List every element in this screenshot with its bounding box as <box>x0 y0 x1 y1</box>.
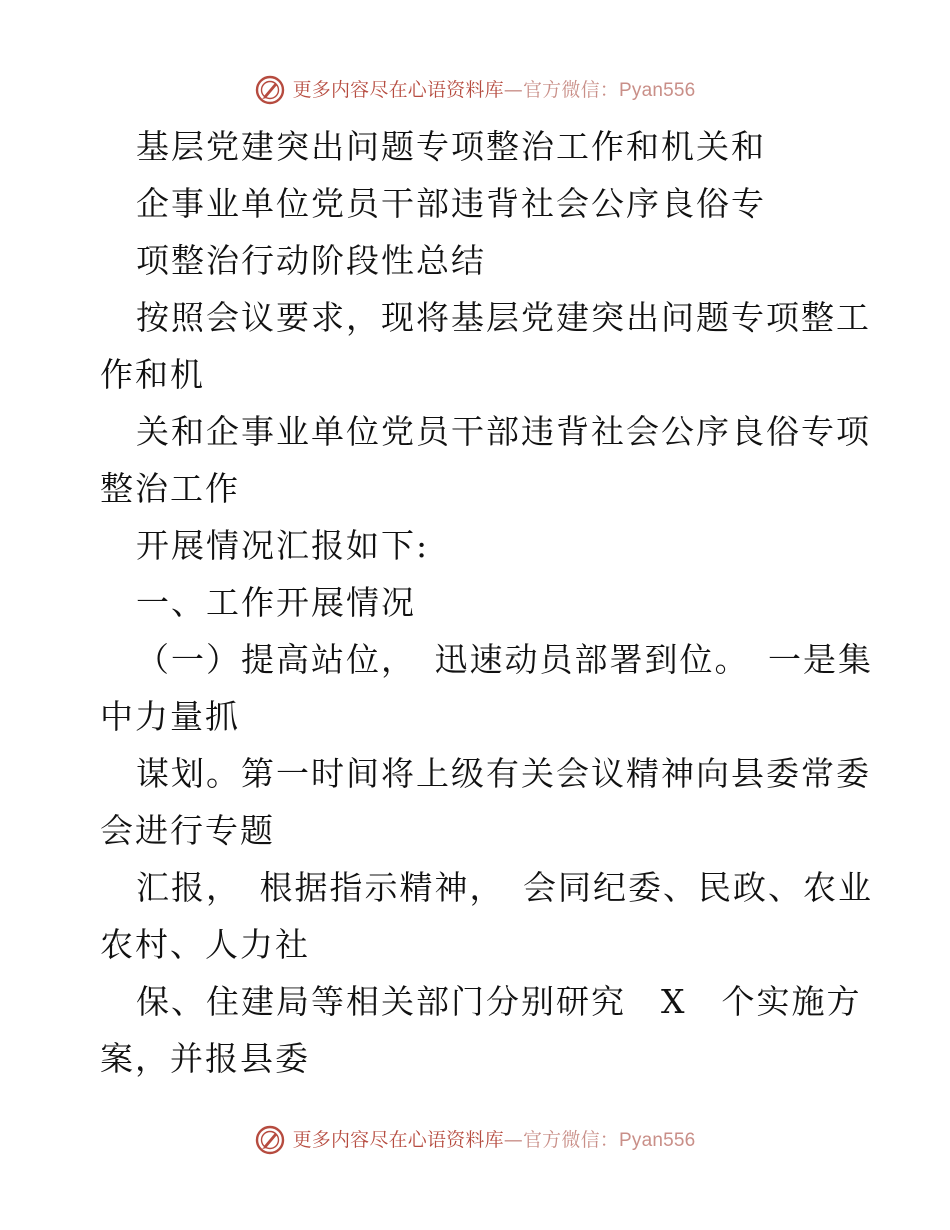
seal-logo-icon <box>255 1125 285 1155</box>
paragraph-line: 按照会议要求，现将基层党建突出问题专项整工 <box>136 298 871 337</box>
banner-separator: — <box>503 1128 523 1151</box>
banner-separator: — <box>503 78 523 101</box>
paragraph-line: 保、住建局等相关部门分别研究 X 个实施方 <box>136 982 862 1021</box>
wechat-id: Pyan556 <box>619 1129 696 1151</box>
seal-logo-icon <box>255 75 285 105</box>
paragraph-line: 农村、人力社 <box>100 925 310 964</box>
paragraph-line: 汇报， 根据指示精神， 会同纪委、民政、农业 <box>136 868 873 907</box>
brand-text: 更多内容尽在心语资料库 <box>292 78 504 101</box>
wechat-label: 官方微信： <box>522 1128 619 1151</box>
footer-banner <box>0 1120 950 1160</box>
paragraph-line: 整治工作 <box>100 469 240 508</box>
paragraph-line: 作和机 <box>100 355 205 394</box>
paragraph-line: 中力量抓 <box>100 697 240 736</box>
document-body <box>100 118 873 1087</box>
title-line: 基层党建突出问题专项整治工作和机关和 <box>136 127 766 166</box>
footer-banner-text <box>293 1128 696 1153</box>
paragraph-line: 开展情况汇报如下: <box>136 526 430 565</box>
title-line: 企事业单位党员干部违背社会公序良俗专 <box>136 184 766 223</box>
title-line: 项整治行动阶段性总结 <box>136 241 486 280</box>
brand-text: 更多内容尽在心语资料库 <box>292 1128 504 1151</box>
section-heading: 一、工作开展情况 <box>136 583 416 622</box>
paragraph-line: 案，并报县委 <box>100 1039 310 1078</box>
header-banner-text <box>293 78 696 103</box>
paragraph-line: 谋划。第一时间将上级有关会议精神向县委常委 <box>136 754 871 793</box>
paragraph-line: 关和企事业单位党员干部违背社会公序良俗专项 <box>136 412 871 451</box>
paragraph-line: （一）提高站位， 迅速动员部署到位。 一是集 <box>136 640 873 679</box>
wechat-label: 官方微信： <box>522 78 619 101</box>
paragraph-line: 会进行专题 <box>100 811 275 850</box>
header-banner <box>0 70 950 110</box>
wechat-id: Pyan556 <box>619 79 696 101</box>
